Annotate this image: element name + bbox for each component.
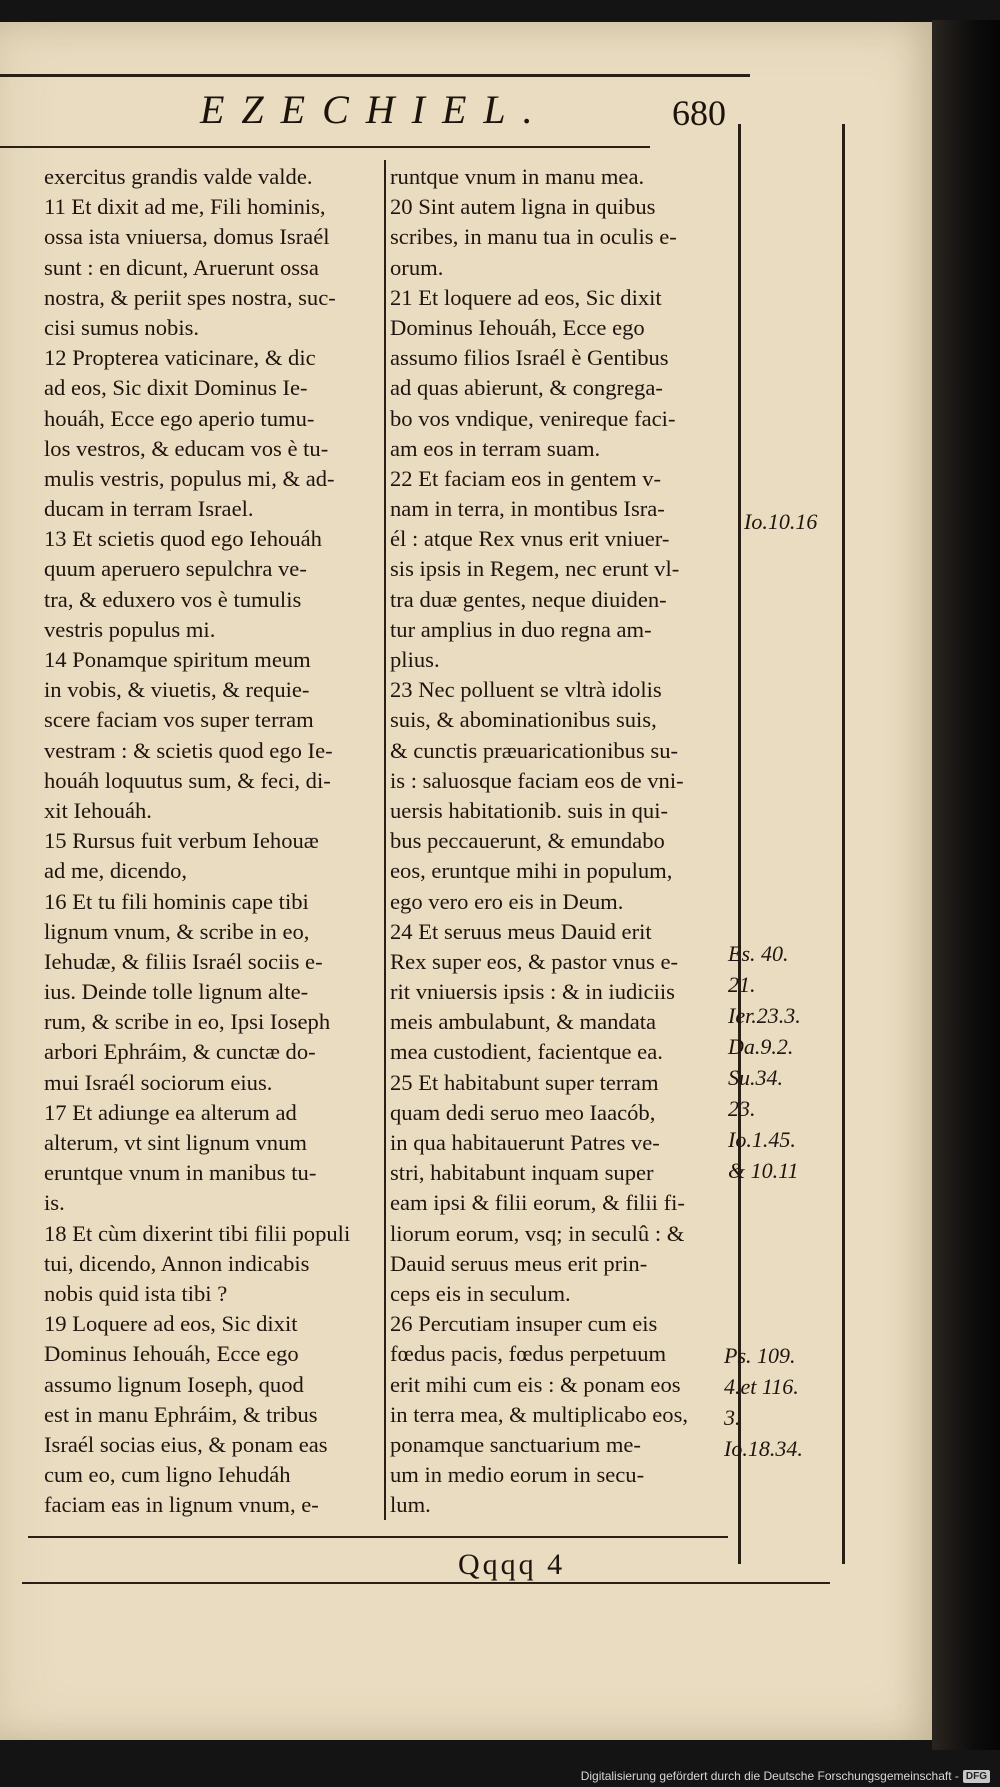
text-line: plius. [390,647,440,672]
text-line: sunt : en dicunt, Aruerunt ossa [44,254,319,280]
text-line: cum eo, cum ligno Iehudáh [44,1462,291,1488]
text-line: eos, eruntque mihi in populum, [390,858,673,884]
margin-reference: Io.10.16 [744,509,818,534]
text-line: nostra, & periit spes nostra, suc- [44,284,336,310]
text-line: 14 Ponamque spiritum meum [44,647,311,672]
margin-reference: Ps. 109. [724,1343,796,1368]
text-line: Iehudæ, & filiis Israél sociis e- [44,948,323,974]
text-line: um in medio eorum in secu- [390,1462,645,1488]
digitization-credit [581,1769,990,1783]
text-line: Rex super eos, & pastor vnus e- [390,948,679,974]
footer-rule-lower [22,1582,830,1584]
text-line: sis ipsis in Regem, nec erunt vl- [390,556,680,582]
text-line: in qua habitauerunt Patres ve- [390,1130,660,1155]
signature-mark: Qqqq 4 [458,1548,566,1581]
margin-reference: Su.34. [728,1065,783,1090]
text-line: eruntque vnum in manibus tu- [44,1160,317,1186]
text-line: uersis habitationib. suis in qui- [390,797,669,823]
text-line: quam dedi seruo meo Iaacób, [390,1099,656,1125]
text-line: 12 Propterea vaticinare, & dic [44,345,316,371]
page-number: 680 [672,93,726,133]
text-line: cisi sumus nobis. [44,314,200,340]
text-line: rum, & scribe in eo, Ipsi Ioseph [44,1009,331,1035]
text-line: exercitus grandis valde valde. [44,164,313,189]
text-line: 26 Percutiam insuper cum eis [390,1311,658,1337]
text-line: 15 Rursus fuit verbum Iehouæ [44,828,319,854]
margin-note-john [744,506,817,537]
text-line: 19 Loquere ad eos, Sic dixit [44,1311,298,1337]
margin-reference: Ier.23.3. [728,1003,801,1028]
text-line: houáh, Ecce ego aperio tumu- [44,405,315,431]
text-line: Israél socias eius, & ponam eas [44,1431,328,1457]
text-line: arbori Ephráim, & cunctæ do- [44,1039,316,1065]
margin-reference: Da.9.2. [728,1034,794,1059]
text-line: in terra mea, & multiplicabo eos, [390,1401,689,1427]
text-line: lum. [390,1492,431,1518]
footer-rule [28,1536,728,1538]
text-line: houáh loquutus sum, & feci, di- [44,767,331,793]
text-line: meis ambulabunt, & mandata [390,1009,657,1035]
text-line: ceps eis in seculum. [390,1280,571,1306]
text-line: 13 Et scietis quod ego Iehouáh [44,526,322,552]
text-line: vestris populus mi. [44,616,216,642]
text-line: 21 Et loquere ad eos, Sic dixit [390,284,662,310]
text-line: fœdus pacis, fœdus perpetuum [390,1341,667,1367]
header-underline [0,146,650,148]
text-line: & cunctis præuaricationibus su- [390,737,679,763]
text-line: Dominus Iehouáh, Ecce ego [44,1341,299,1367]
column-divider [384,160,386,1520]
text-line: bo vos vndique, venireque faci- [390,405,676,431]
margin-reference: Io.18.34. [724,1436,803,1461]
margin-divider-right [842,124,845,1564]
margin-reference: 4.et 116. [724,1374,799,1399]
right-column [390,162,725,1520]
margin-reference: Es. 40. [728,941,789,966]
text-line: is. [44,1190,65,1216]
text-line: 22 Et faciam eos in gentem v- [390,465,662,491]
text-line: vestram : & scietis quod ego Ie- [44,737,333,763]
text-line: orum. [390,254,444,280]
margin-reference: 21. [728,972,756,997]
text-line: mea custodient, facientque ea. [390,1039,663,1065]
text-line: alterum, vt sint lignum vnum [44,1130,307,1155]
running-title: EZECHIEL. [200,87,550,132]
credit-text: Digitalisierung gefördert durch die Deutsche Forschungsgemeinschaft - [580,1769,959,1783]
text-line: mulis vestris, populus mi, & ad- [44,465,335,491]
text-line: scere faciam vos super terram [44,707,314,733]
text-line: ego vero ero eis in Deum. [390,888,624,914]
text-line: nam in terra, in montibus Isra- [390,496,665,522]
margin-reference: 3. [724,1405,741,1430]
margin-note-psalms [724,1340,803,1464]
text-line: xit Iehouáh. [44,797,152,823]
margin-reference: & 10.11 [728,1158,799,1183]
margin-note-isaiah [728,938,801,1186]
text-line: assumo filios Israél è Gentibus [390,345,669,371]
text-line: tur amplius in duo regna am- [390,616,652,642]
text-line: quum aperuero sepulchra ve- [44,556,307,582]
text-line: in vobis, & viuetis, & requie- [44,677,310,703]
text-line: 20 Sint autem ligna in quibus [390,194,656,220]
left-column [44,162,379,1520]
text-line: 25 Et habitabunt super terram [390,1069,659,1095]
text-line: am eos in terram suam. [390,435,601,461]
text-line: erit mihi cum eis : & ponam eos [390,1371,681,1397]
book-spine [932,20,1000,1750]
text-line: mui Israél sociorum eius. [44,1069,273,1095]
text-line: lignum vnum, & scribe in eo, [44,918,310,944]
margin-reference: 23. [728,1096,756,1121]
text-line: suis, & abominationibus suis, [390,707,657,733]
text-line: eam ipsi & filii eorum, & filii fi- [390,1190,685,1216]
text-line: ducam in terram Israel. [44,496,254,522]
text-line: 17 Et adiunge ea alterum ad [44,1099,297,1125]
text-line: bus peccauerunt, & emundabo [390,828,665,854]
text-line: él : atque Rex vnus erit vniuer- [390,526,670,552]
text-line: tra, & eduxero vos è tumulis [44,586,302,612]
text-line: Dauid seruus meus erit prin- [390,1250,648,1276]
text-line: ad quas abierunt, & congrega- [390,375,663,401]
text-line: los vestros, & educam vos è tu- [44,435,329,461]
text-line: 18 Et cùm dixerint tibi filii populi [44,1220,351,1246]
text-line: 11 Et dixit ad me, Fili hominis, [44,194,326,220]
text-line: ponamque sanctuarium me- [390,1431,641,1457]
text-line: is : saluosque faciam eos de vni- [390,767,684,793]
text-line: 24 Et seruus meus Dauid erit [390,918,652,944]
text-line: ossa ista vniuersa, domus Israél [44,224,330,250]
text-line: ad eos, Sic dixit Dominus Ie- [44,375,308,401]
text-line: rit vniuersis ipsis : & in iudiciis [390,979,675,1005]
margin-reference: Io.1.45. [728,1127,796,1152]
text-line: faciam eas in lignum vnum, e- [44,1492,319,1518]
text-line: stri, habitabunt inquam super [390,1160,654,1186]
text-line: scribes, in manu tua in oculis e- [390,224,677,250]
text-line: ius. Deinde tolle lignum alte- [44,979,309,1005]
text-line: runtque vnum in manu mea. [390,164,645,189]
text-line: tra duæ gentes, neque diuiden- [390,586,667,612]
text-line: assumo lignum Ioseph, quod [44,1371,304,1397]
text-line: Dominus Iehouáh, Ecce ego [390,314,645,340]
text-line: liorum eorum, vsq; in seculû : & [390,1220,685,1246]
text-line: 16 Et tu fili hominis cape tibi [44,888,309,914]
text-line: ad me, dicendo, [44,858,188,884]
text-line: nobis quid ista tibi ? [44,1280,228,1306]
text-line: est in manu Ephráim, & tribus [44,1401,318,1427]
text-line: 23 Nec polluent se vltrà idolis [390,677,662,703]
text-line: tui, dicendo, Annon indicabis [44,1250,310,1276]
dfg-logo: DFG [963,1770,990,1783]
header-rule [0,74,750,77]
